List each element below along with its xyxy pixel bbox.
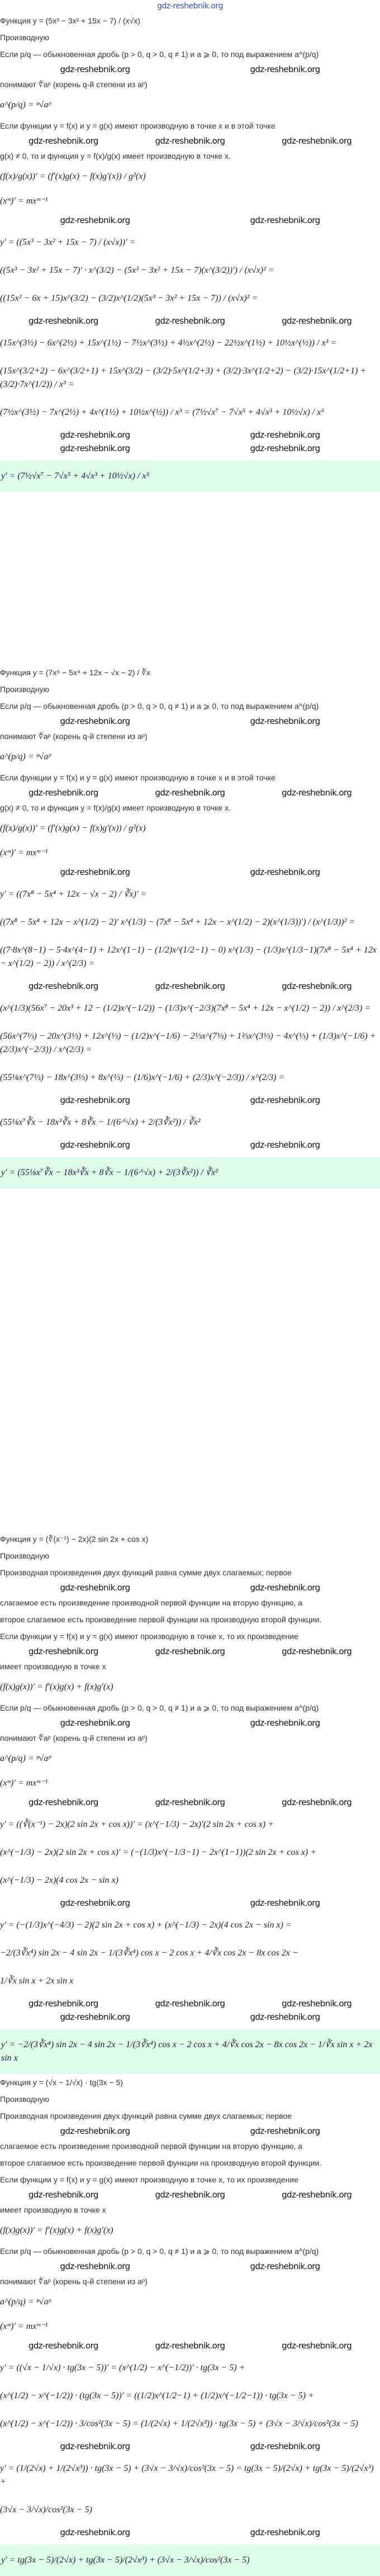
watermark-text: gdz-reshebnik.org <box>282 1646 352 1656</box>
watermark-text: gdz-reshebnik.org <box>60 2261 130 2271</box>
rule-quotient-rule-1: Если функции y = f(x) и y = g(x) имеют производную в точке x и в этой точке <box>0 773 276 782</box>
watermark-row <box>0 1997 380 2010</box>
watermark-row <box>0 442 380 455</box>
watermark-text: gdz-reshebnik.org <box>60 716 130 726</box>
watermark-text: gdz-reshebnik.org <box>60 2527 130 2537</box>
watermark-text: gdz-reshebnik.org <box>250 2441 320 2451</box>
watermark-row <box>0 1581 380 1594</box>
watermark-row <box>0 214 380 227</box>
watermark-text: gdz-reshebnik.org <box>28 1999 98 2009</box>
watermark-text: gdz-reshebnik.org <box>60 867 130 877</box>
watermark-text: gdz-reshebnik.org <box>28 1797 98 1807</box>
problem-2 <box>0 664 380 1531</box>
problem-statement: Функция y = (5x³ − 3x² + 15x − 7) / (x√x) <box>0 16 140 25</box>
rule-power-frac-2: понимают ∜aᵖ (корень q-й степени из aᵖ) <box>0 732 148 741</box>
rule-power-frac-formula: a^(p/q) = ᵠ√aᵖ <box>0 2297 51 2307</box>
rule-power-frac-2: понимают ∜aᵖ (корень q-й степени из aᵖ) <box>0 2277 148 2286</box>
watermark-text: gdz-reshebnik.org <box>60 1898 130 1908</box>
derivation-step: (x^(1/3)(56x⁷ − 20x³ + 12 − (1/2)x^(−1/2)) − (1/3)x^(−2/3)(7x⁸ − 5x⁴ + 12x − x^(1/2) − 2)) / x^(2/3) = <box>0 1003 371 1013</box>
watermark-row <box>0 2339 380 2352</box>
watermark-text: gdz-reshebnik.org <box>155 136 225 146</box>
watermark-text: gdz-reshebnik.org <box>250 2527 320 2537</box>
derivation-step: (55⅛x^(7⅓) − 18x^(3⅓) + 8x^(⅓) − (1/6)x^(−1/6) + (2/3)x^(−2/3)) / x^(2/3) = <box>0 1073 285 1082</box>
watermark-text: gdz-reshebnik.org <box>155 1999 225 2009</box>
watermark-text: gdz-reshebnik.org <box>282 136 352 146</box>
watermark-text: gdz-reshebnik.org <box>60 1718 130 1728</box>
watermark-row <box>0 714 380 728</box>
derivation-step: (x^(−1/3) − 2x)(2 sin 2x + cos x)′ = (−(1/3)x^(−1/3−1) − 2x^(1−1))(2 sin 2x + cos x) + <box>0 1848 316 1857</box>
rule-quotient-rule-2: g(x) ≠ 0, то и функция y = f(x)/g(x) имеет производную в точке x. <box>0 151 231 160</box>
watermark-text: gdz-reshebnik.org <box>155 788 225 798</box>
watermark-text: gdz-reshebnik.org <box>282 981 352 991</box>
problem-1 <box>0 12 380 664</box>
watermark-text: gdz-reshebnik.org <box>250 1583 320 1593</box>
derivation-step: (3√x − 3/√x)/cos²(3x − 5) <box>0 2505 92 2515</box>
watermark-text: gdz-reshebnik.org <box>155 1646 225 1656</box>
problem-statement: Функция y = (√x − 1/√x) · tg(3x − 5) <box>0 2078 124 2087</box>
watermark-text: gdz-reshebnik.org <box>282 1797 352 1807</box>
derivation-step: (x^(1/2) − x^(−1/2)) · (tg(3x − 5))′ = ((1/2)x^(1/2−1) + (1/2)x^(−1/2−1)) · tg(3x − 5) + <box>0 2391 314 2400</box>
rule-power-frac-formula: a^(p/q) = ᵠ√aᵖ <box>0 100 51 110</box>
watermark-row <box>0 979 380 993</box>
watermark-text: gdz-reshebnik.org <box>60 1583 130 1593</box>
watermark-text: gdz-reshebnik.org <box>60 2012 130 2022</box>
answer-box: y′ = (55⅛x⁷∛x − 18x³∛x + 8∛x − 1/(6·⁶√x) + 2/(3∛x²)) / ∛x² <box>0 1157 380 1188</box>
watermark-text: gdz-reshebnik.org <box>282 788 352 798</box>
derivation-step: ((7x⁸ − 5x⁴ + 12x − x^(1/2) − 2)′ x^(1/3) − (7x⁸ − 5x⁴ + 12x − x^(1/2) − 2)(x^(1/3))′) / (x^(1/3))² = <box>0 917 355 927</box>
problem-statement: Функция y = (∛(x⁻¹) − 2x)(2 sin 2x + cos x) <box>0 1535 149 1543</box>
rule-power-rule: (xᵐ)′ = mxᵐ⁻¹ <box>0 1778 48 1788</box>
watermark-text: gdz-reshebnik.org <box>155 981 225 991</box>
derivation-step: 1/∛x sin x + 2x sin x <box>0 1976 74 1986</box>
watermark-text: gdz-reshebnik.org <box>250 867 320 877</box>
rule-quotient-formula: (f(x)/g(x))′ = (f′(x)g(x) − f(x)g′(x)) / g²(x) <box>0 823 146 833</box>
watermark-text: gdz-reshebnik.org <box>250 215 320 225</box>
watermark-text: gdz-reshebnik.org <box>60 215 130 225</box>
rule-product-rule-2: имеет производную в точке x <box>0 1662 106 1671</box>
watermark-text: gdz-reshebnik.org <box>60 2441 130 2451</box>
rule-power-frac-formula: a^(p/q) = ᵠ√aᵖ <box>0 1754 51 1763</box>
rule-power-frac-2: понимают ∜aᵖ (корень q-й степени из aᵖ) <box>0 1734 148 1742</box>
derivation-step: ((15x² − 6x + 15)x^(3/2) − (3/2)x^(1/2)(5x³ − 3x² + 15x − 7)) / (x√x)² = <box>0 293 258 303</box>
watermark-text: gdz-reshebnik.org <box>250 64 320 74</box>
rule-product-rule-1: Если функции y = f(x) и y = g(x) имеют производную в точке x, то их произведение <box>0 1632 298 1641</box>
rule-product-text-3: второе слагаемое есть произведение первой функции на производную второй функции. <box>0 1615 322 1624</box>
rule-product-rule-1: Если функции y = f(x) и y = g(x) имеют производную в точке x, то их произведение <box>0 2175 298 2184</box>
watermark-row <box>0 134 380 148</box>
watermark-text: gdz-reshebnik.org <box>250 716 320 726</box>
watermark-text: gdz-reshebnik.org <box>282 2341 352 2351</box>
derivation-step: −2/(3∛x⁴) sin 2x − 4 sin 2x − 1/(3∛x⁴) cos x − 2 cos x + 4/∛x cos 2x − 8x cos 2x − <box>0 1948 298 1958</box>
watermark-text: gdz-reshebnik.org <box>155 2190 225 2200</box>
watermark-row <box>0 2526 380 2539</box>
watermark-row <box>0 1896 380 1910</box>
answer-box: y′ = −2/(3∛x⁴) sin 2x − 4 sin 2x − 1/(3∛x⁴) cos x − 2 cos x + 4/∛x cos 2x − 8x cos 2x − 1/∛x sin x + 2x sin x <box>0 2029 380 2074</box>
watermark-text: gdz-reshebnik.org <box>250 1095 320 1105</box>
watermark-text: gdz-reshebnik.org <box>250 443 320 453</box>
rule-power-frac: Если p/q — обыкновенная дробь (p > 0, q > 0, q ≠ 1) и a ⩾ 0, то под выражением a^(p/q) <box>0 702 319 711</box>
watermark-text: gdz-reshebnik.org <box>250 1140 320 1150</box>
derivation-step: (7½x^(3½) − 7x^(2½) + 4x^(1½) + 10½x^(½)) / x³ = (7½√x⁷ − 7√x⁵ + 4√x³ + 10½√x) / x³ <box>0 408 324 417</box>
answer-box: y′ = tg(3x − 5)/(2√x) + tg(3x − 5)/(2√x³) + (3√x − 3/√x)/cos²(3x − 5) <box>0 2545 380 2576</box>
watermark-text: gdz-reshebnik.org <box>60 443 130 453</box>
watermark-row <box>0 428 380 442</box>
watermark-text: gdz-reshebnik.org <box>250 1718 320 1728</box>
watermark-row <box>0 2260 380 2273</box>
watermark-row <box>0 314 380 328</box>
watermark-text: gdz-reshebnik.org <box>60 64 130 74</box>
rule-product-text-1: Производная произведения двух функций равна сумме двух слагаемых; первое <box>0 2111 292 2120</box>
watermark-text: gdz-reshebnik.org <box>60 2126 130 2136</box>
rule-derivative-label: Производную <box>0 33 50 42</box>
watermark-row <box>0 1138 380 1152</box>
watermark-text: gdz-reshebnik.org <box>28 136 98 146</box>
watermark-row <box>0 1796 380 1809</box>
derivation-step: y′ = ((5x³ − 3x² + 15x − 7) / (x√x))′ = <box>0 238 136 247</box>
watermark-text: gdz-reshebnik.org <box>250 2261 320 2271</box>
rule-product-formula: (f(x)g(x))′ = f′(x)g(x) + f(x)g′(x) <box>0 2225 113 2235</box>
derivation-step: y′ = ((√x − 1/√x) · tg(3x − 5))′ = (x^(1/2) − x^(−1/2))′ · tg(3x − 5) + <box>0 2363 245 2373</box>
solution-document <box>0 12 380 2576</box>
derivation-step: y′ = (−(1/3)x^(−4/3) − 2)(2 sin 2x + cos x) + (x^(−1/3) − 2x)(4 cos 2x − sin x) = <box>0 1920 292 1930</box>
site-logo[interactable]: gdz-reshebnik.org <box>157 2 223 11</box>
watermark-row <box>0 2010 380 2024</box>
watermark-row <box>0 865 380 879</box>
rule-power-rule: (xᵐ)′ = mxᵐ⁻¹ <box>0 848 48 858</box>
watermark-text: gdz-reshebnik.org <box>250 1898 320 1908</box>
watermark-text: gdz-reshebnik.org <box>28 2341 98 2351</box>
derivation-step: (15x^(3/2+2) − 6x^(3/2+1) + 15x^(3/2) − (3/2)·5x^(1/2+3) + (3/2)·3x^(1/2+2) − (3/2)·15x^(1/2+1) + (3/2)·7x^(1/2)) / x³ = <box>0 366 367 389</box>
rule-product-text-2: слагаемое есть произведение производной первой функции на вторую функцию, а <box>0 2142 303 2151</box>
watermark-text: gdz-reshebnik.org <box>60 430 130 440</box>
rule-quotient-rule-1: Если функции y = f(x) и y = g(x) имеют производную в точке x и в этой точке <box>0 121 276 130</box>
rule-derivative-label: Производную <box>0 2095 50 2104</box>
watermark-text: gdz-reshebnik.org <box>250 2012 320 2022</box>
rule-power-frac: Если p/q — обыкновенная дробь (p > 0, q > 0, q ≠ 1) и a ⩾ 0, то под выражением a^(p/q) <box>0 1703 319 1712</box>
problem-statement: Функция y = (7x⁸ − 5x⁴ + 12x − √x − 2) / ∛x <box>0 668 151 677</box>
watermark-text: gdz-reshebnik.org <box>155 2341 225 2351</box>
watermark-text: gdz-reshebnik.org <box>155 1797 225 1807</box>
rule-product-text-1: Производная произведения двух функций равна сумме двух слагаемых; первое <box>0 1568 292 1577</box>
rule-power-frac-formula: a^(p/q) = ᵠ√aᵖ <box>0 752 51 761</box>
watermark-text: gdz-reshebnik.org <box>28 981 98 991</box>
rule-quotient-rule-2: g(x) ≠ 0, то и функция y = f(x)/g(x) имеет производную в точке x. <box>0 803 231 812</box>
derivation-step: (56x^(7⅓) − 20x^(3⅓) + 12x^(⅓) − (1/2)x^(−1/6) − 2⅓x^(7⅓) + 1⅔x^(3⅓) − 4x^(⅓) + (1/3)x^(−1/6) + (2/3)x^(−2/3)) / x^(2/3) = <box>0 1031 376 1054</box>
watermark-text: gdz-reshebnik.org <box>28 316 98 326</box>
watermark-row <box>0 2188 380 2201</box>
rule-power-frac: Если p/q — обыкновенная дробь (p > 0, q > 0, q ≠ 1) и a ⩾ 0, то под выражением a^(p/q) <box>0 50 319 59</box>
watermark-text: gdz-reshebnik.org <box>250 430 320 440</box>
watermark-row <box>0 2124 380 2138</box>
rule-power-rule: (xᵐ)′ = mxᵐ⁻¹ <box>0 2322 48 2331</box>
watermark-text: gdz-reshebnik.org <box>60 1095 130 1105</box>
rule-quotient-formula: (f(x)/g(x))′ = (f′(x)g(x) − f(x)g′(x)) / g²(x) <box>0 172 146 181</box>
derivation-step: y′ = ((7x⁸ − 5x⁴ + 12x − √x − 2) / ∛x)′ = <box>0 889 147 899</box>
derivation-step: (x^(1/2) − x^(−1/2)) · 3/cos²(3x − 5) = (1/(2√x) + 1/(2√x³)) · tg(3x − 5) + (3√x − 3/√x)/cos²(3x − 5) <box>0 2419 358 2428</box>
watermark-text: gdz-reshebnik.org <box>282 316 352 326</box>
derivation-step: (55⅛x⁷∛x − 18x³∛x + 8∛x − 1/(6·⁶√x) + 2/(3∛x²)) / ∛x² <box>0 1117 201 1127</box>
watermark-row <box>0 1093 380 1107</box>
watermark-text: gdz-reshebnik.org <box>282 1999 352 2009</box>
watermark-row <box>0 1716 380 1730</box>
derivation-step: ((7·8x^(8−1) − 5·4x^(4−1) + 12x^(1−1) − (1/2)x^(1/2−1) − 0) x^(1/3) − (1/3)x^(1/3−1)(7x⁸ − 5x⁴ + 12x − x^(1/2) − 2)) / x^(2/3) = <box>0 945 377 968</box>
derivation-step: (15x^(3½) − 6x^(2½) + 15x^(1½) − 7½x^(3½) + 4½x^(2½) − 22½x^(1½) + 10½x^(½)) / x³ = <box>0 338 337 348</box>
watermark-row <box>0 2440 380 2453</box>
derivation-step: (x^(−1/3) − 2x)(4 cos 2x − sin x) <box>0 1876 118 1885</box>
rule-product-formula: (f(x)g(x))′ = f′(x)g(x) + f(x)g′(x) <box>0 1682 113 1692</box>
rule-product-text-3: второе слагаемое есть произведение первой функции на производную второй функции. <box>0 2158 322 2167</box>
derivation-step: y′ = ((∛(x⁻¹) − 2x)(2 sin 2x + cos x))′ = (x^(−1/3) − 2x)′(2 sin 2x + cos x) + <box>0 1820 274 1829</box>
watermark-text: gdz-reshebnik.org <box>28 1646 98 1656</box>
watermark-text: gdz-reshebnik.org <box>250 2126 320 2136</box>
watermark-text: gdz-reshebnik.org <box>28 788 98 798</box>
rule-power-frac-2: понимают ∜aᵖ (корень q-й степени из aᵖ) <box>0 80 148 89</box>
derivation-step: y′ = (1/(2√x) + 1/(2√x³)) · tg(3x − 5) + (3√x − 3/√x)/cos²(3x − 5) = tg(3x − 5)/(2√x) + tg(3x − 5)/(2√x³) + <box>0 2464 374 2487</box>
watermark-text: gdz-reshebnik.org <box>28 2190 98 2200</box>
rule-product-rule-2: имеет производную в точке x <box>0 2205 106 2214</box>
problem-3 <box>0 1531 380 2074</box>
answer-box: y′ = (7½√x⁷ − 7√x⁵ + 4√x³ + 10½√x) / x³ <box>0 461 380 492</box>
watermark-text: gdz-reshebnik.org <box>155 316 225 326</box>
watermark-row <box>0 1645 380 1658</box>
rule-derivative-label: Производную <box>0 1551 50 1560</box>
watermark-row <box>0 63 380 76</box>
watermark-text: gdz-reshebnik.org <box>60 1140 130 1150</box>
problem-4 <box>0 2074 380 2576</box>
rule-power-frac: Если p/q — обыкновенная дробь (p > 0, q > 0, q ≠ 1) и a ⩾ 0, то под выражением a^(p/q) <box>0 2247 319 2256</box>
rule-power-rule: (xᵐ)′ = mxᵐ⁻¹ <box>0 196 48 206</box>
watermark-text: gdz-reshebnik.org <box>282 2190 352 2200</box>
derivation-step: ((5x³ − 3x² + 15x − 7)′ · x^(3/2) − (5x³ − 3x² + 15x − 7)(x^(3/2))′) / (x√x)² = <box>0 266 274 275</box>
rule-product-text-2: слагаемое есть произведение производной первой функции на вторую функцию, а <box>0 1598 303 1607</box>
rule-derivative-label: Производную <box>0 685 50 694</box>
watermark-row <box>0 786 380 799</box>
